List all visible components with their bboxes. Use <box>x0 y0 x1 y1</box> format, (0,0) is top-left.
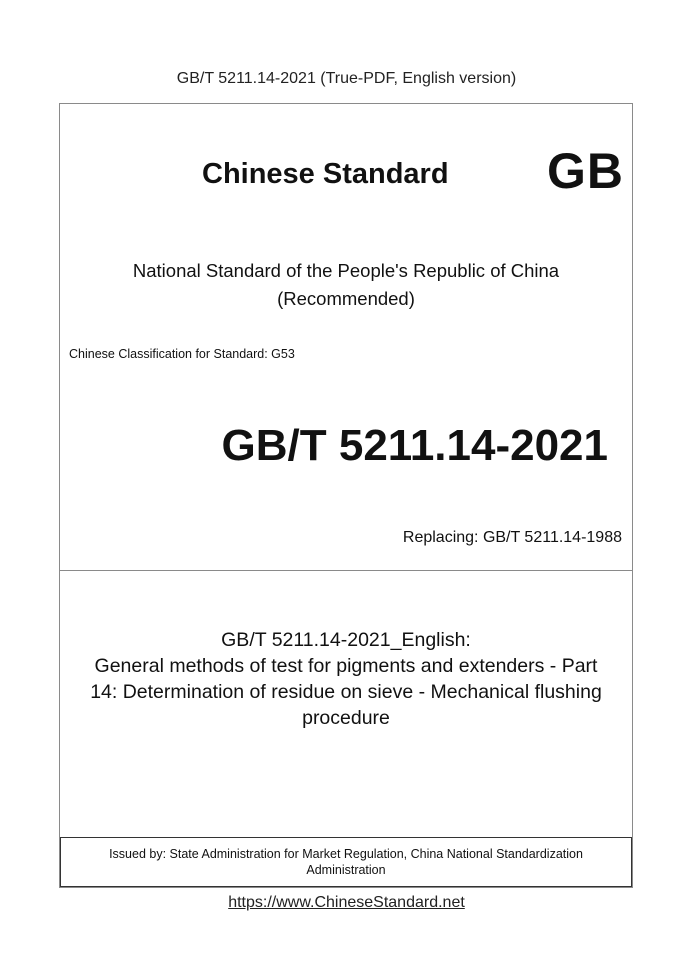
national-standard-text <box>60 257 632 313</box>
gb-mark: GB <box>547 143 624 199</box>
cover-frame <box>59 103 633 888</box>
document-title-section <box>60 571 632 839</box>
national-line-2: (Recommended) <box>277 288 415 309</box>
page-header-title: GB/T 5211.14-2021 (True-PDF, English version) <box>176 70 517 87</box>
cover-top-section <box>60 104 632 571</box>
standard-number: GB/T 5211.14-2021 <box>221 421 608 470</box>
classification-text: Chinese Classification for Standard: G53 <box>69 347 295 361</box>
document-title-line-1: GB/T 5211.14-2021_English: <box>221 629 471 651</box>
national-line-1: National Standard of the People's Republic of China <box>132 260 560 281</box>
title-row <box>60 142 632 202</box>
issuer-text <box>109 846 583 878</box>
replacing-text: Replacing: GB/T 5211.14-1988 <box>402 529 622 546</box>
document-title-line-2: General methods of test for pigments and extenders - Part <box>94 655 598 677</box>
issuer-line-1: Issued by: State Administration for Market Regulation, China National Standardization <box>109 847 583 861</box>
document-title-line-3: 14: Determination of residue on sieve - Mechanical flushing <box>90 681 602 703</box>
document-title-line-4: procedure <box>302 707 390 729</box>
issuer-line-2: Administration <box>306 863 386 877</box>
issuer-box <box>60 837 632 887</box>
document-title <box>60 627 632 731</box>
website-link[interactable]: https://www.ChineseStandard.net <box>228 894 465 911</box>
chinese-standard-heading: Chinese Standard <box>202 158 449 190</box>
